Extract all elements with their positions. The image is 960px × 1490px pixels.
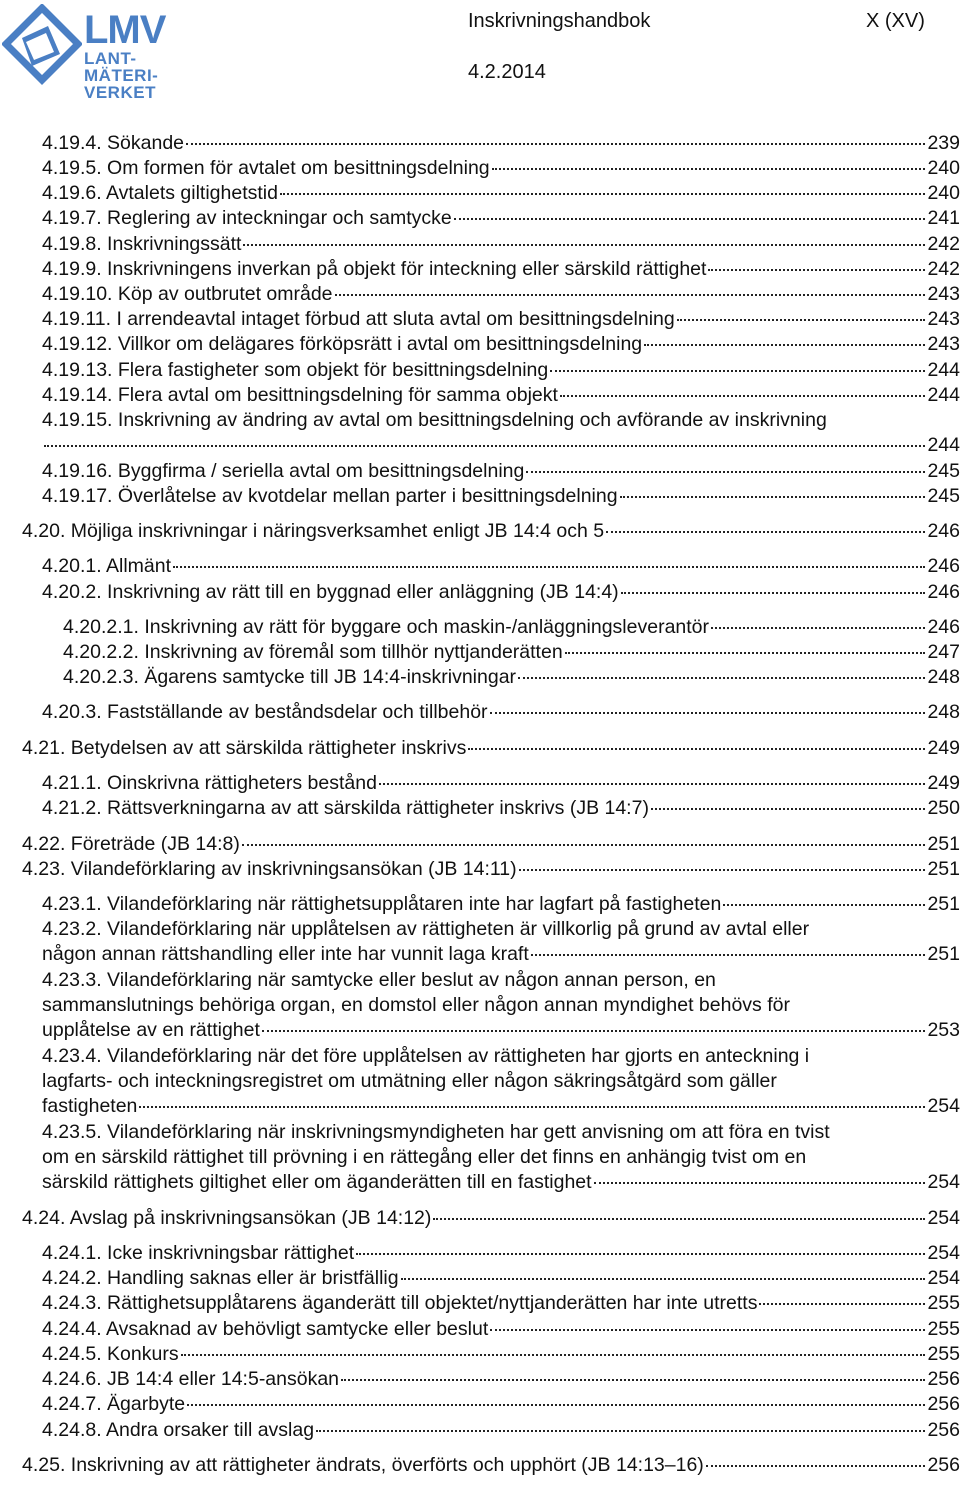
toc-page-number: 254 xyxy=(927,1242,960,1264)
toc-page-number: 246 xyxy=(927,581,960,603)
toc-page-number: 240 xyxy=(927,182,960,204)
logo-line: LMV xyxy=(84,8,166,52)
toc-entry-title: 4.20.1. Allmänt xyxy=(42,555,171,577)
toc-entry-row xyxy=(42,1392,960,1417)
toc-entry[interactable] xyxy=(63,615,960,640)
toc-entry-title: 4.19.17. Överlåtelse av kvotdelar mellan parter i besittningsdelning xyxy=(42,485,618,507)
toc-entry[interactable] xyxy=(42,282,960,307)
toc-dot-leader xyxy=(651,808,926,810)
toc-entry-title: 4.23. Vilandeförklaring av inskrivningsansökan (JB 14:11) xyxy=(22,858,517,880)
toc-dot-leader xyxy=(379,783,926,785)
toc-dot-leader xyxy=(620,496,926,498)
toc-entry[interactable] xyxy=(42,1342,960,1367)
toc-entry-title: 4.24.2. Handling saknas eller är bristfällig xyxy=(42,1267,399,1289)
toc-entry-row xyxy=(22,857,960,882)
toc-dot-leader xyxy=(490,712,926,714)
toc-entry-row xyxy=(63,665,960,690)
toc-entry-title: 4.24.8. Andra orsaker till avslag xyxy=(42,1419,315,1441)
toc-entry[interactable] xyxy=(42,1120,960,1195)
toc-page-number: 239 xyxy=(927,132,960,154)
toc-entry-title: 4.24.6. JB 14:4 eller 14:5-ansökan xyxy=(42,1368,340,1390)
toc-dot-leader xyxy=(401,1278,926,1280)
toc-entry-line: sammanslutnings behöriga organ, en domstol eller någon annan myndighet behövs för xyxy=(42,994,790,1016)
toc-page-number: 256 xyxy=(927,1393,960,1415)
toc-entry-row xyxy=(42,1018,960,1043)
toc-entry-row xyxy=(42,181,960,206)
toc-entry[interactable] xyxy=(42,1291,960,1316)
toc-entry-line: om en särskild rättighet till prövning i en rättegång eller det finns en anhängig tvist om en xyxy=(42,1146,807,1168)
toc-entry[interactable] xyxy=(42,700,960,725)
toc-entry[interactable] xyxy=(63,665,960,690)
toc-entry-title: 4.20.2. Inskrivning av rätt till en byggnad eller anläggning (JB 14:4) xyxy=(42,581,619,603)
toc-dot-leader xyxy=(173,566,925,568)
toc-entry-title: 4.21. Betydelsen av att särskilda rättigheter inskrivs xyxy=(22,737,467,759)
toc-entry-title: 4.19.5. Om formen för avtalet om besittningsdelning xyxy=(42,157,490,179)
toc-page-number: 249 xyxy=(927,772,960,794)
toc-page-number: 250 xyxy=(927,797,960,819)
toc-dot-leader xyxy=(759,1303,925,1305)
toc-entry-title: 4.24.5. Konkurs xyxy=(42,1343,179,1365)
toc-entry[interactable] xyxy=(42,156,960,181)
toc-entry-title: 4.24.4. Avsaknad av behövligt samtycke eller beslut xyxy=(42,1318,489,1340)
toc-dot-leader xyxy=(708,269,925,271)
toc-entry-line: 4.19.15. Inskrivning av ändring av avtal om besittningsdelning och avförande av inskrivning xyxy=(42,409,827,431)
toc-entry-row xyxy=(42,332,960,357)
toc-dot-leader xyxy=(468,748,925,750)
toc-entry-row xyxy=(42,232,960,257)
toc-entry-title: 4.19.13. Flera fastigheter som objekt för besittningsdelning xyxy=(42,359,549,381)
toc-entry-row xyxy=(42,282,960,307)
logo-line: VERKET xyxy=(84,83,156,102)
toc-page-number: 251 xyxy=(927,893,960,915)
toc-page-number: 255 xyxy=(927,1343,960,1365)
logo-emblem-icon xyxy=(2,4,82,100)
toc-entry-row xyxy=(22,736,960,761)
toc-page-number: 254 xyxy=(927,1267,960,1289)
toc-entry-row xyxy=(42,1367,960,1392)
toc-dot-leader xyxy=(677,319,926,321)
toc-dot-leader xyxy=(433,1218,925,1220)
toc-entry-row xyxy=(42,1342,960,1367)
toc-entry-row xyxy=(42,892,960,917)
toc-entry[interactable] xyxy=(42,580,960,605)
toc-page-number: 255 xyxy=(927,1292,960,1314)
toc-entry-row xyxy=(42,554,960,579)
toc-dot-leader xyxy=(706,1465,926,1467)
toc-page-number: 246 xyxy=(927,616,960,638)
toc-entry[interactable] xyxy=(42,383,960,408)
toc-page-number: 244 xyxy=(927,359,960,381)
toc-entry-row xyxy=(42,1094,960,1119)
toc-entry-title: 4.24.1. Icke inskrivningsbar rättighet xyxy=(42,1242,355,1264)
toc-dot-leader xyxy=(316,1430,925,1432)
toc-page-number: 246 xyxy=(927,520,960,542)
toc-entry-row xyxy=(42,700,960,725)
toc-page-number: 256 xyxy=(927,1454,960,1476)
toc-entry-title: 4.25. Inskrivning av att rättigheter ändrats, överförts och upphört (JB 14:13–16) xyxy=(22,1454,704,1476)
toc-entry-title: 4.23.1. Vilandeförklaring när rättighetsupplåtaren inte har lagfart på fastigheten xyxy=(42,893,722,915)
toc-dot-leader xyxy=(280,193,925,195)
toc-entry-row xyxy=(42,358,960,383)
toc-page-number: 256 xyxy=(927,1419,960,1441)
toc-dot-leader xyxy=(181,1354,926,1356)
toc-page-number: 243 xyxy=(927,333,960,355)
toc-entry-line: 4.23.5. Vilandeförklaring när inskrivningsmyndigheten har gett anvisning om att föra en tvist xyxy=(42,1121,830,1143)
toc-page-number: 251 xyxy=(927,833,960,855)
toc-entry[interactable] xyxy=(22,1453,960,1478)
toc-entry-row xyxy=(42,433,960,458)
toc-entry[interactable] xyxy=(42,206,960,231)
page-header xyxy=(0,0,960,110)
toc-entry-title: 4.19.16. Byggfirma / seriella avtal om besittningsdelning xyxy=(42,460,525,482)
toc-entry[interactable] xyxy=(42,917,960,967)
toc-entry-title: särskild rättighets giltighet eller om äganderätten till en fastighet xyxy=(42,1171,592,1193)
toc-dot-leader xyxy=(243,244,925,246)
toc-page-number: 241 xyxy=(927,207,960,229)
logo-line: LANT- xyxy=(84,49,137,68)
toc-entry[interactable] xyxy=(42,1392,960,1417)
toc-entry[interactable] xyxy=(42,1317,960,1342)
toc-entry[interactable] xyxy=(42,1266,960,1291)
toc-entry-title: 4.20.2.2. Inskrivning av föremål som tillhör nyttjanderätten xyxy=(63,641,563,663)
toc-page-number: 244 xyxy=(927,434,960,456)
toc-page-number: 248 xyxy=(927,701,960,723)
toc-dot-leader xyxy=(565,652,926,654)
toc-dot-leader xyxy=(44,445,925,447)
toc-entry[interactable] xyxy=(22,736,960,761)
toc-dot-leader xyxy=(341,1379,925,1381)
toc-entry-row xyxy=(22,519,960,544)
toc-dot-leader xyxy=(139,1106,925,1108)
toc-entry-title: upplåtelse av en rättighet xyxy=(42,1019,260,1041)
toc-entry[interactable] xyxy=(42,459,960,484)
toc-entry-title: fastigheten xyxy=(42,1095,138,1117)
toc-entry[interactable] xyxy=(42,892,960,917)
toc-page-number: 255 xyxy=(927,1318,960,1340)
toc-entry-title: 4.19.7. Reglering av inteckningar och samtycke xyxy=(42,207,452,229)
toc-entry-title: 4.20.2.3. Ägarens samtycke till JB 14:4-inskrivningar xyxy=(63,666,517,688)
toc-entry-title: 4.19.11. I arrendeavtal intaget förbud att sluta avtal om besittningsdelning xyxy=(42,308,675,330)
toc-entry[interactable] xyxy=(22,857,960,882)
document-date: 4.2.2014 xyxy=(468,61,546,83)
toc-entry-title: 4.19.6. Avtalets giltighetstid xyxy=(42,182,278,204)
toc-entry-title: 4.19.8. Inskrivningssätt xyxy=(42,233,242,255)
toc-entry-row xyxy=(42,1317,960,1342)
toc-entry-title: 4.24. Avslag på inskrivningsansökan (JB 14:12) xyxy=(22,1207,432,1229)
toc-dot-leader xyxy=(594,1182,926,1184)
toc-entry-row xyxy=(42,383,960,408)
toc-entry-row xyxy=(42,1170,960,1195)
toc-entry[interactable] xyxy=(42,358,960,383)
toc-entry[interactable] xyxy=(22,1206,960,1231)
toc-page-number: 253 xyxy=(927,1019,960,1041)
toc-entry-row xyxy=(42,206,960,231)
toc-entry-line: 4.23.4. Vilandeförklaring när det före upplåtelsen av rättigheten har gjorts en anteckning i xyxy=(42,1045,810,1067)
toc-entry[interactable] xyxy=(22,519,960,544)
toc-page-number: 243 xyxy=(927,283,960,305)
toc-entry[interactable] xyxy=(42,307,960,332)
toc-page-number: 247 xyxy=(927,641,960,663)
toc-page-number: 242 xyxy=(927,258,960,280)
toc-page-number: 246 xyxy=(927,555,960,577)
toc-entry-title: 4.19.14. Flera avtal om besittningsdelning för samma objekt xyxy=(42,384,558,406)
toc-page-number: 256 xyxy=(927,1368,960,1390)
toc-entry-row xyxy=(63,640,960,665)
toc-dot-leader xyxy=(526,471,925,473)
toc-dot-leader xyxy=(356,1253,925,1255)
toc-entry-row xyxy=(42,580,960,605)
toc-entry[interactable] xyxy=(42,796,960,821)
toc-entry-title: 4.22. Företräde (JB 14:8) xyxy=(22,833,240,855)
toc-dot-leader xyxy=(335,294,926,296)
toc-dot-leader xyxy=(242,844,926,846)
toc-entry[interactable] xyxy=(42,1241,960,1266)
toc-entry-row xyxy=(22,1206,960,1231)
toc-dot-leader xyxy=(454,218,926,220)
toc-entry-title: 4.21.1. Oinskrivna rättigheters bestånd xyxy=(42,772,377,794)
toc-entry-title: 4.19.9. Inskrivningens inverkan på objekt för inteckning eller särskild rättighet xyxy=(42,258,707,280)
toc-dot-leader xyxy=(490,1329,925,1331)
toc-page-number: 254 xyxy=(927,1207,960,1229)
page-number: X (XV) xyxy=(866,10,925,32)
toc-dot-leader xyxy=(606,531,925,533)
toc-page-number: 251 xyxy=(927,943,960,965)
toc-entry[interactable] xyxy=(42,484,960,509)
toc-entry-title: 4.21.2. Rättsverkningarna av att särskilda rättigheter inskrivs (JB 14:7) xyxy=(42,797,649,819)
toc-entry[interactable] xyxy=(42,771,960,796)
toc-dot-leader xyxy=(531,954,926,956)
toc-page-number: 244 xyxy=(927,384,960,406)
toc-entry-row xyxy=(42,1291,960,1316)
toc-entry-title: 4.20.2.1. Inskrivning av rätt för byggare och maskin-/anläggningsleverantör xyxy=(63,616,710,638)
toc-entry[interactable] xyxy=(42,1418,960,1443)
toc-entry-row xyxy=(42,307,960,332)
toc-entry-row xyxy=(42,796,960,821)
toc-entry-row xyxy=(42,1241,960,1266)
toc-page-number: 243 xyxy=(927,308,960,330)
toc-page-number: 251 xyxy=(927,858,960,880)
toc-dot-leader xyxy=(621,592,926,594)
toc-page-number: 254 xyxy=(927,1171,960,1193)
toc-page-number: 245 xyxy=(927,460,960,482)
toc-entry[interactable] xyxy=(42,554,960,579)
toc-entry-title: 4.24.3. Rättighetsupplåtarens äganderätt till objektet/nyttjanderätten har inte utretts xyxy=(42,1292,758,1314)
toc-entry-row xyxy=(42,1418,960,1443)
toc-entry-title: någon annan rättshandling eller inte har vunnit laga kraft xyxy=(42,943,529,965)
toc-entry-row xyxy=(22,832,960,857)
document-title: Inskrivningshandbok xyxy=(468,10,651,32)
toc-entry[interactable] xyxy=(42,968,960,1043)
toc-page-number: 254 xyxy=(927,1095,960,1117)
toc-entry-row xyxy=(42,156,960,181)
toc-dot-leader xyxy=(519,869,926,871)
toc-entry-row xyxy=(42,459,960,484)
logo-wordmark xyxy=(84,10,165,101)
toc-dot-leader xyxy=(518,677,925,679)
toc-entry-row xyxy=(42,1266,960,1291)
toc-dot-leader xyxy=(550,370,925,372)
toc-dot-leader xyxy=(262,1030,926,1032)
toc-entry-title: 4.20.3. Fastställande av beståndsdelar och tillbehör xyxy=(42,701,488,723)
toc-page-number: 242 xyxy=(927,233,960,255)
toc-entry[interactable] xyxy=(42,232,960,257)
toc-entry-title: 4.20. Möjliga inskrivningar i näringsverksamhet enligt JB 14:4 och 5 xyxy=(22,520,605,542)
toc-entry[interactable] xyxy=(42,1367,960,1392)
lantmateriverket-logo xyxy=(2,4,172,100)
toc-entry-row xyxy=(42,131,960,156)
toc-entry-line: 4.23.2. Vilandeförklaring när upplåtelsen av rättigheten är villkorlig på grund av avtal eller xyxy=(42,918,810,940)
toc-entry-row xyxy=(63,615,960,640)
toc-entry-row xyxy=(42,484,960,509)
toc-entry-row xyxy=(42,942,960,967)
toc-entry-title: 4.19.4. Sökande xyxy=(42,132,185,154)
toc-entry-title: 4.24.7. Ägarbyte xyxy=(42,1393,186,1415)
toc-entry-row xyxy=(42,771,960,796)
toc-page-number: 240 xyxy=(927,157,960,179)
logo-line: MÄTERI- xyxy=(84,66,159,85)
toc-dot-leader xyxy=(644,344,925,346)
toc-dot-leader xyxy=(492,168,926,170)
toc-entry[interactable] xyxy=(42,408,960,458)
toc-entry[interactable] xyxy=(63,640,960,665)
toc-entry-title: 4.19.12. Villkor om delägares förköpsrätt i avtal om besittningsdelning xyxy=(42,333,643,355)
toc-entry[interactable] xyxy=(42,131,960,156)
toc-dot-leader xyxy=(186,143,925,145)
toc-entry-line: 4.23.3. Vilandeförklaring när samtycke eller beslut av någon annan person, en xyxy=(42,969,716,991)
toc-dot-leader xyxy=(711,627,925,629)
toc-dot-leader xyxy=(187,1404,925,1406)
toc-page-number: 249 xyxy=(927,737,960,759)
toc-dot-leader xyxy=(560,395,926,397)
toc-entry-row xyxy=(42,257,960,282)
toc-entry-title: 4.19.10. Köp av outbrutet område xyxy=(42,283,333,305)
toc-entry[interactable] xyxy=(42,181,960,206)
toc-dot-leader xyxy=(723,904,925,906)
toc-entry[interactable] xyxy=(22,832,960,857)
toc-entry-row xyxy=(22,1453,960,1478)
toc-entry[interactable] xyxy=(42,257,960,282)
toc-entry[interactable] xyxy=(42,332,960,357)
toc-page-number: 248 xyxy=(927,666,960,688)
toc-entry[interactable] xyxy=(42,1044,960,1119)
toc-page-number: 245 xyxy=(927,485,960,507)
toc-entry-line: lagfarts- och inteckningsregistret om utmätning eller någon säkringsåtgärd som gäller xyxy=(42,1070,777,1092)
